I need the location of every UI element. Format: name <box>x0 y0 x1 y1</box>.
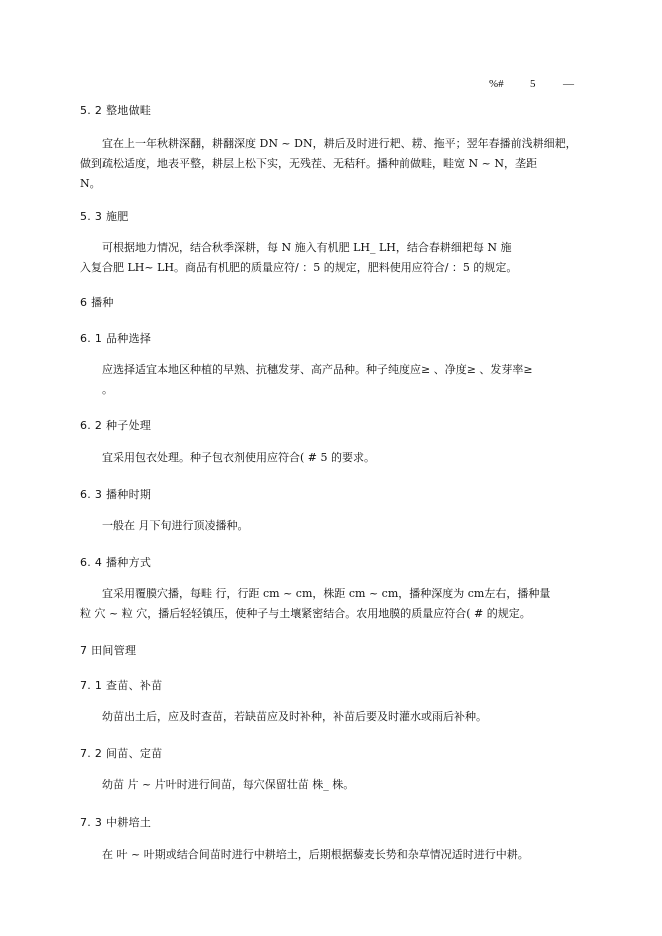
section-paragraph <box>80 516 600 536</box>
paragraph-line: 幼苗 片 ~ 片叶时进行间苗，每穴保留壮苗 株_ 株。 <box>102 778 355 791</box>
paragraph-line: 可根据地力情况，结合秋季深耕，每 N 施入有机肥 LH_ LH，结合春耕细耙每 N 施 <box>102 241 512 254</box>
section-heading: 6 播种 <box>80 296 114 309</box>
paragraph-line: 。 <box>102 383 113 396</box>
section-paragraph <box>80 134 600 194</box>
paragraph-line: 在 叶 ~ 叶期或结合间苗时进行中耕培土，后期根据藜麦长势和杂草情况适时进行中耕。 <box>102 848 529 861</box>
header-standard-code: %# <box>489 78 504 90</box>
paragraph-line: 宜采用覆膜穴播，每畦 行，行距 cm ~ cm，株距 cm ~ cm，播种深度为 cm左右，播种量 <box>102 587 551 600</box>
section-heading: 7. 3 中耕培土 <box>80 816 152 829</box>
section-heading: 6. 3 播种时期 <box>80 488 152 501</box>
paragraph-line: N。 <box>80 177 101 190</box>
paragraph-line: 幼苗出土后，应及时查苗，若缺苗应及时补种，补苗后要及时灌水或雨后补种。 <box>102 710 487 723</box>
section-heading: 6. 2 种子处理 <box>80 419 152 432</box>
section-heading: 5. 2 整地做畦 <box>80 104 152 117</box>
section-heading: 6. 4 播种方式 <box>80 556 152 569</box>
header-page-number: 5 <box>530 78 536 90</box>
section-heading: 5. 3 施肥 <box>80 210 129 223</box>
paragraph-line: 宜采用包衣处理。种子包衣剂使用应符合( # 5 的要求。 <box>102 451 375 464</box>
section-paragraph <box>80 238 600 278</box>
section-paragraph <box>80 584 600 624</box>
section-paragraph <box>80 845 600 865</box>
paragraph-line: 应选择适宜本地区种植的早熟、抗穗发芽、高产品种。种子纯度应≥ 、净度≥ 、发芽率≥ <box>102 363 533 376</box>
section-paragraph <box>80 775 600 795</box>
section-paragraph <box>80 448 600 468</box>
paragraph-line: 粒 穴 ~ 粒 穴，播后轻轻镇压，使种子与土壤紧密结合。农用地膜的质量应符合( # 的规定。 <box>80 607 531 620</box>
header-dash: — <box>563 78 574 90</box>
paragraph-line: 做到疏松适度，地表平整，耕层上松下实，无残茬、无秸秆。播种前做畦，畦宽 N ~ N，垄距 <box>80 157 537 170</box>
paragraph-line: 入复合肥 LH~ LH。商品有机肥的质量应符/ ：5 的规定，肥料使用应符合/ ：5 的规定。 <box>80 261 518 274</box>
section-paragraph <box>80 707 600 727</box>
section-paragraph <box>80 360 600 400</box>
section-heading: 7 田间管理 <box>80 644 137 657</box>
paragraph-line: 宜在上一年秋耕深翻，耕翻深度 DN ~ DN，耕后及时进行耙、耢、拖平；翌年春播前浅耕细耙， <box>102 137 577 150</box>
section-heading: 7. 2 间苗、定苗 <box>80 747 163 760</box>
section-heading: 7. 1 查苗、补苗 <box>80 679 163 692</box>
section-heading: 6. 1 品种选择 <box>80 332 152 345</box>
paragraph-line: 一般在 月下旬进行顶凌播种。 <box>102 519 249 532</box>
